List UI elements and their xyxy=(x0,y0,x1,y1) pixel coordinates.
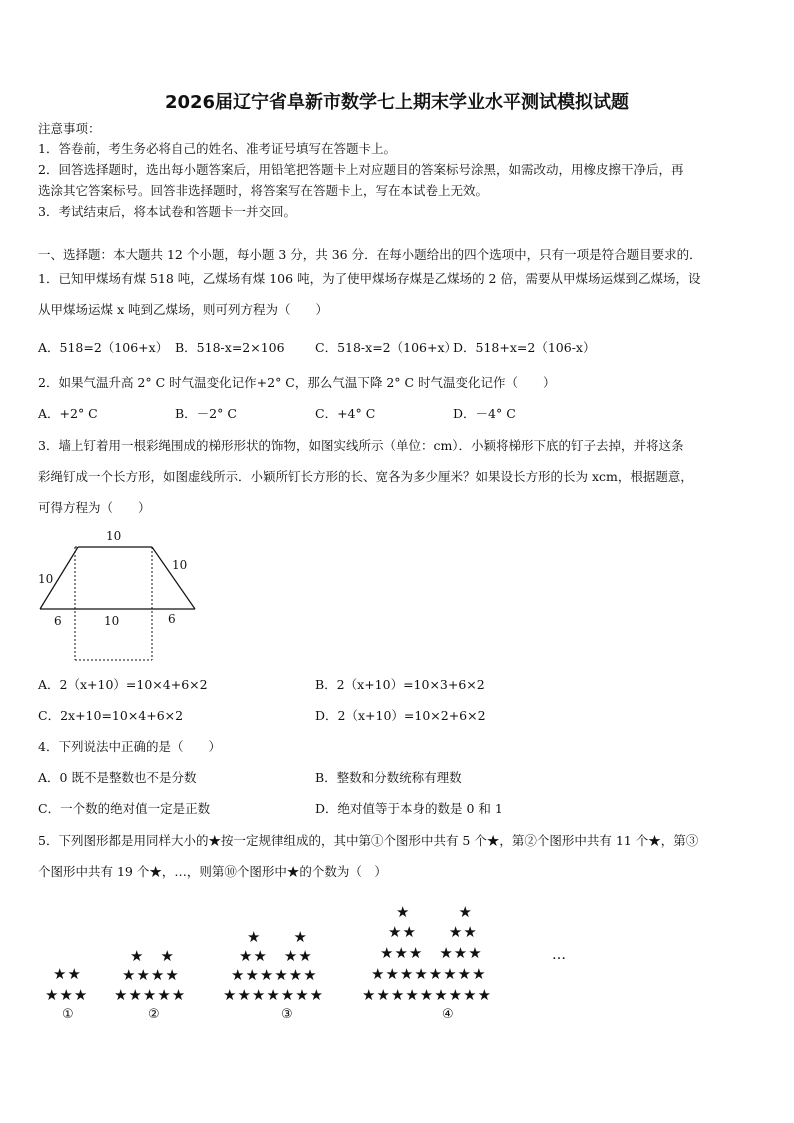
notice-item: 选涂其它答案标号。回答非选择题时，将答案写在答题卡上，写在本试卷上无效。 xyxy=(38,183,489,198)
star-row: ★★ ★★ xyxy=(388,923,478,941)
exam-title: 2026届辽宁省阜新市数学七上期末学业水平测试模拟试题 xyxy=(164,92,630,113)
q1-text: 从甲煤场运煤 x 吨到乙煤场，则可列方程为（ ） xyxy=(38,302,328,317)
label-top: 10 xyxy=(106,529,122,543)
q2-option-c: C．+4° C xyxy=(315,406,376,421)
star-row: ★★★★★★★★★ xyxy=(362,986,493,1004)
notice-item: 3．考试结束后，将本试卷和答题卡一并交回。 xyxy=(38,204,296,219)
star-row: ★★★★ xyxy=(122,966,180,984)
section-heading: 一、选择题：本大题共 12 个小题，每小题 3 分，共 36 分．在每小题给出的四个选项中，只有一项是符合题目要求的． xyxy=(38,247,702,262)
star-row: ★★★ ★★★ xyxy=(380,944,483,962)
q4-option-b: B．整数和分数统称有理数 xyxy=(315,770,462,785)
label-left: 10 xyxy=(38,572,54,586)
q4-option-a: A．0 既不是整数也不是分数 xyxy=(38,770,197,785)
q2-option-d: D．－4° C xyxy=(453,406,516,421)
star-row: ★ ★ xyxy=(247,928,308,946)
q1-option-a: A．518=2（106+x） xyxy=(38,340,169,355)
q3-option-a: A．2（x+10）=10×4+6×2 xyxy=(38,677,208,692)
figure-label: ④ xyxy=(442,1007,454,1022)
q4-option-d: D．绝对值等于本身的数是 0 和 1 xyxy=(315,801,503,816)
star-row: ★ ★ xyxy=(396,903,473,921)
figure-label: ② xyxy=(148,1007,160,1022)
notice-heading: 注意事项： xyxy=(38,121,101,136)
star-row: ★★★ xyxy=(45,986,89,1004)
star-row: ★ ★ xyxy=(130,947,175,965)
q3-option-b: B．2（x+10）=10×3+6×2 xyxy=(315,677,485,692)
star-row: ★★★★★★ xyxy=(231,966,318,984)
q4-text: 4．下列说法中正确的是（ ） xyxy=(38,739,221,754)
notice-item: 2．回答选择题时，选出每小题答案后，用铅笔把答题卡上对应题目的答案标号涂黑，如需改动，用橡皮擦干净后，再 xyxy=(38,162,684,177)
q3-option-c: C．2x+10=10×4+6×2 xyxy=(38,708,184,723)
q3-text: 可得方程为（ ） xyxy=(38,500,151,515)
figure-label: ③ xyxy=(281,1007,293,1022)
q4-option-c: C．一个数的绝对值一定是正数 xyxy=(38,801,211,816)
q2-option-b: B．－2° C xyxy=(175,406,237,421)
q1-option-d: D．518+x=2（106-x） xyxy=(453,340,596,355)
q1-option-b: B．518-x=2×106 xyxy=(175,340,285,355)
q5-text: 5．下列图形都是用同样大小的★按一定规律组成的，其中第①个图形中共有 5 个★，第②个图形中共有 11 个★，第③ xyxy=(38,833,699,848)
sequence-ellipsis: … xyxy=(552,947,566,963)
q3-text: 彩绳钉成一个长方形，如图虚线所示．小颖所钉长方形的长、宽各为多少厘米？如果设长方形的长为 xcm，根据题意， xyxy=(38,469,693,484)
figure-label: ① xyxy=(62,1007,74,1022)
notice-item: 1．答卷前，考生务必将自己的姓名、准考证号填写在答题卡上。 xyxy=(38,141,396,156)
q1-text: 1．已知甲煤场有煤 518 吨，乙煤场有煤 106 吨，为了使甲煤场存煤是乙煤场的 2 倍，需要从甲煤场运煤到乙煤场，设 xyxy=(38,271,701,286)
star-row: ★★ xyxy=(53,965,82,983)
label-bottom-left: 6 xyxy=(54,614,62,628)
q5-text: 个图形中共有 19 个★，…，则第⑩个图形中★的个数为（ ） xyxy=(38,864,387,879)
q3-text: 3．墙上钉着用一根彩绳围成的梯形形状的饰物，如图实线所示（单位：cm）．小颖将梯形下底的钉子去掉，并将这条 xyxy=(38,438,684,453)
q3-option-d: D．2（x+10）=10×2+6×2 xyxy=(315,708,486,723)
q1-option-c: C．518-x=2（106+x） xyxy=(315,340,458,355)
star-row: ★★★★★★★ xyxy=(223,986,325,1004)
label-right: 10 xyxy=(172,558,188,572)
q2-text: 2．如果气温升高 2° C 时气温变化记作+2° C，那么气温下降 2° C 时气温变化记作（ ） xyxy=(38,375,556,390)
star-row: ★★★★★★★★ xyxy=(371,965,487,983)
star-row: ★★ ★★ xyxy=(239,947,313,965)
q2-option-a: A．+2° C xyxy=(38,406,98,421)
label-bottom-right: 6 xyxy=(168,612,176,626)
label-bottom-mid: 10 xyxy=(104,614,120,628)
star-row: ★★★★★ xyxy=(114,986,187,1004)
trapezoid-figure xyxy=(30,525,205,665)
